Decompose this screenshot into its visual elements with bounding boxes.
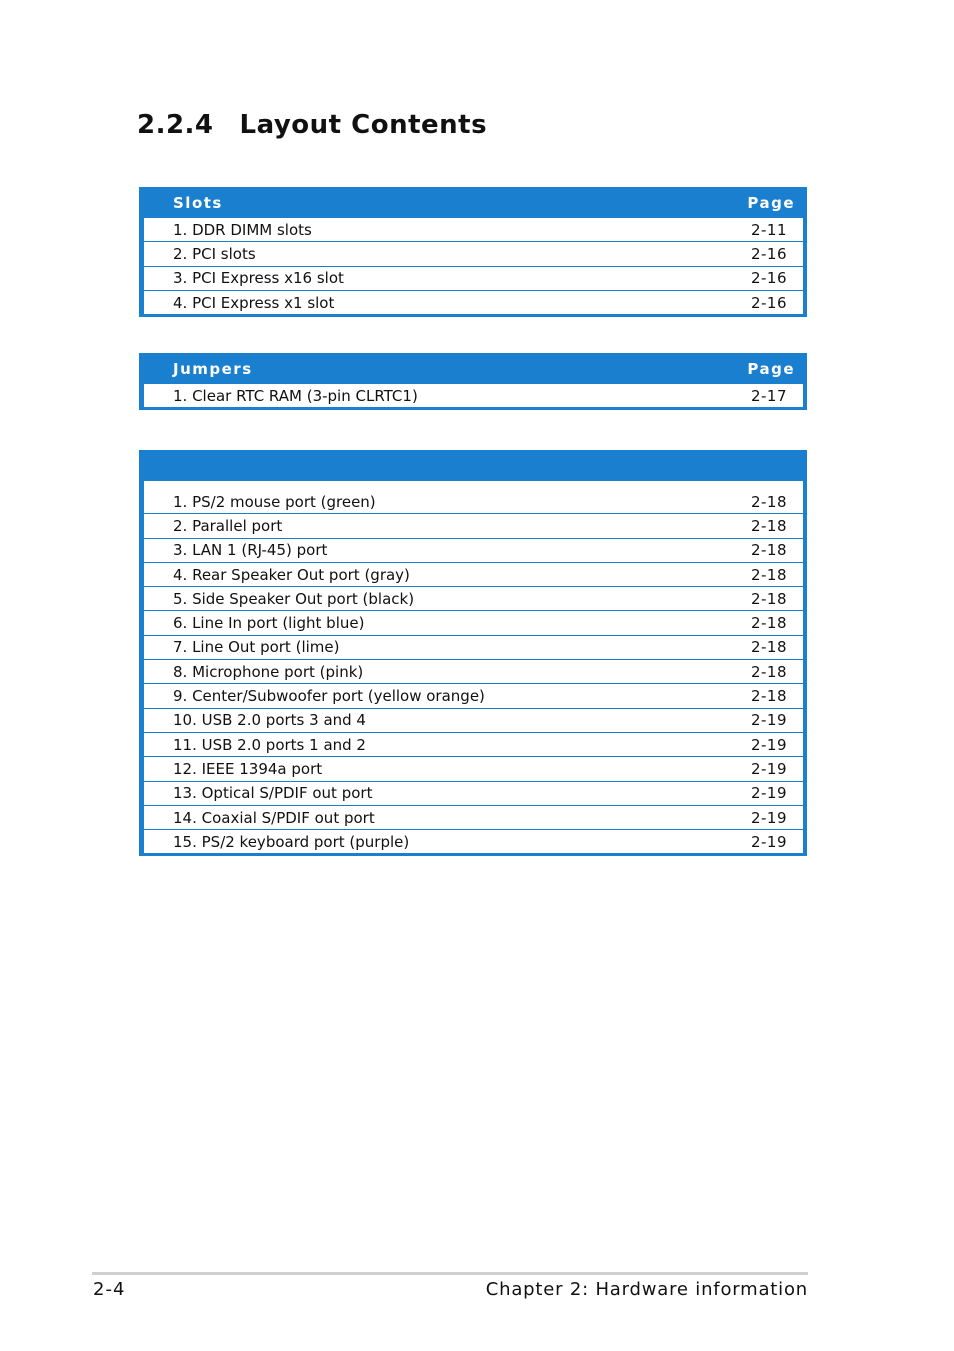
table-row bbox=[144, 782, 803, 806]
row-label: 2. PCI slots bbox=[173, 244, 256, 263]
table-row bbox=[144, 267, 803, 291]
table-row bbox=[144, 733, 803, 757]
section-title-text: Layout Contents bbox=[239, 110, 488, 140]
connectors-table-header bbox=[139, 450, 807, 481]
row-page: 2-18 bbox=[750, 614, 787, 633]
table-row bbox=[144, 806, 803, 830]
table-row bbox=[144, 611, 803, 635]
connectors-table bbox=[139, 450, 807, 856]
row-page: 2-18 bbox=[750, 516, 787, 535]
table-row bbox=[144, 242, 803, 266]
table-row bbox=[144, 218, 803, 242]
row-label: 3. PCI Express x16 slot bbox=[173, 269, 344, 288]
jumpers-table-body bbox=[144, 384, 803, 407]
row-page: 2-16 bbox=[750, 244, 787, 263]
row-label: 5. Side Speaker Out port (black) bbox=[173, 589, 415, 608]
jumpers-header-label: Jumpers bbox=[173, 359, 253, 378]
slots-header-page: Page bbox=[747, 193, 795, 212]
row-page: 2-19 bbox=[750, 711, 787, 730]
jumpers-table bbox=[139, 353, 807, 410]
row-label: 6. Line In port (light blue) bbox=[173, 614, 365, 633]
footer-page-number: 2-4 bbox=[93, 1279, 126, 1300]
table-row bbox=[144, 636, 803, 660]
row-label: 4. PCI Express x1 slot bbox=[173, 293, 335, 312]
table-row bbox=[144, 830, 803, 853]
jumpers-header-page: Page bbox=[747, 359, 795, 378]
row-page: 2-17 bbox=[750, 386, 787, 405]
table-row bbox=[144, 757, 803, 781]
table-row bbox=[144, 587, 803, 611]
row-label: 13. Optical S/PDIF out port bbox=[173, 784, 373, 803]
row-page: 2-19 bbox=[750, 759, 787, 778]
table-row bbox=[144, 539, 803, 563]
row-page: 2-19 bbox=[750, 735, 787, 754]
row-page: 2-18 bbox=[750, 565, 787, 584]
row-label: 4. Rear Speaker Out port (gray) bbox=[173, 565, 410, 584]
row-label: 1. PS/2 mouse port (green) bbox=[173, 492, 376, 511]
table-row bbox=[144, 514, 803, 538]
row-label: 12. IEEE 1394a port bbox=[173, 759, 323, 778]
row-label: 3. LAN 1 (RJ-45) port bbox=[173, 541, 328, 560]
connectors-header-spacer bbox=[144, 481, 803, 490]
slots-table-body bbox=[144, 218, 803, 314]
section-heading bbox=[137, 110, 487, 140]
section-number: 2.2.4 bbox=[137, 110, 214, 140]
footer-chapter-title: Chapter 2: Hardware information bbox=[485, 1279, 808, 1300]
row-page: 2-19 bbox=[750, 832, 787, 851]
footer-divider bbox=[92, 1272, 808, 1275]
row-label: 1. Clear RTC RAM (3-pin CLRTC1) bbox=[173, 386, 418, 405]
row-label: 2. Parallel port bbox=[173, 516, 283, 535]
jumpers-table-header bbox=[139, 353, 807, 384]
row-page: 2-18 bbox=[750, 589, 787, 608]
row-label: 7. Line Out port (lime) bbox=[173, 638, 340, 657]
row-label: 9. Center/Subwoofer port (yellow orange) bbox=[173, 687, 485, 706]
table-row bbox=[144, 709, 803, 733]
row-label: 11. USB 2.0 ports 1 and 2 bbox=[173, 735, 366, 754]
slots-table-header bbox=[139, 187, 807, 218]
row-page: 2-16 bbox=[750, 293, 787, 312]
row-label: 1. DDR DIMM slots bbox=[173, 220, 312, 239]
slots-header-label: Slots bbox=[173, 193, 223, 212]
row-page: 2-11 bbox=[750, 220, 787, 239]
row-page: 2-19 bbox=[750, 808, 787, 827]
row-page: 2-18 bbox=[750, 492, 787, 511]
row-page: 2-18 bbox=[750, 541, 787, 560]
row-page: 2-18 bbox=[750, 638, 787, 657]
table-row bbox=[144, 490, 803, 514]
table-row bbox=[144, 660, 803, 684]
row-page: 2-16 bbox=[750, 269, 787, 288]
connectors-table-body bbox=[144, 490, 803, 853]
table-row bbox=[144, 384, 803, 407]
table-row bbox=[144, 291, 803, 314]
row-page: 2-18 bbox=[750, 687, 787, 706]
row-label: 15. PS/2 keyboard port (purple) bbox=[173, 832, 410, 851]
row-label: 14. Coaxial S/PDIF out port bbox=[173, 808, 375, 827]
table-row bbox=[144, 684, 803, 708]
row-label: 10. USB 2.0 ports 3 and 4 bbox=[173, 711, 366, 730]
row-label: 8. Microphone port (pink) bbox=[173, 662, 364, 681]
row-page: 2-19 bbox=[750, 784, 787, 803]
table-row bbox=[144, 563, 803, 587]
slots-table bbox=[139, 187, 807, 317]
row-page: 2-18 bbox=[750, 662, 787, 681]
